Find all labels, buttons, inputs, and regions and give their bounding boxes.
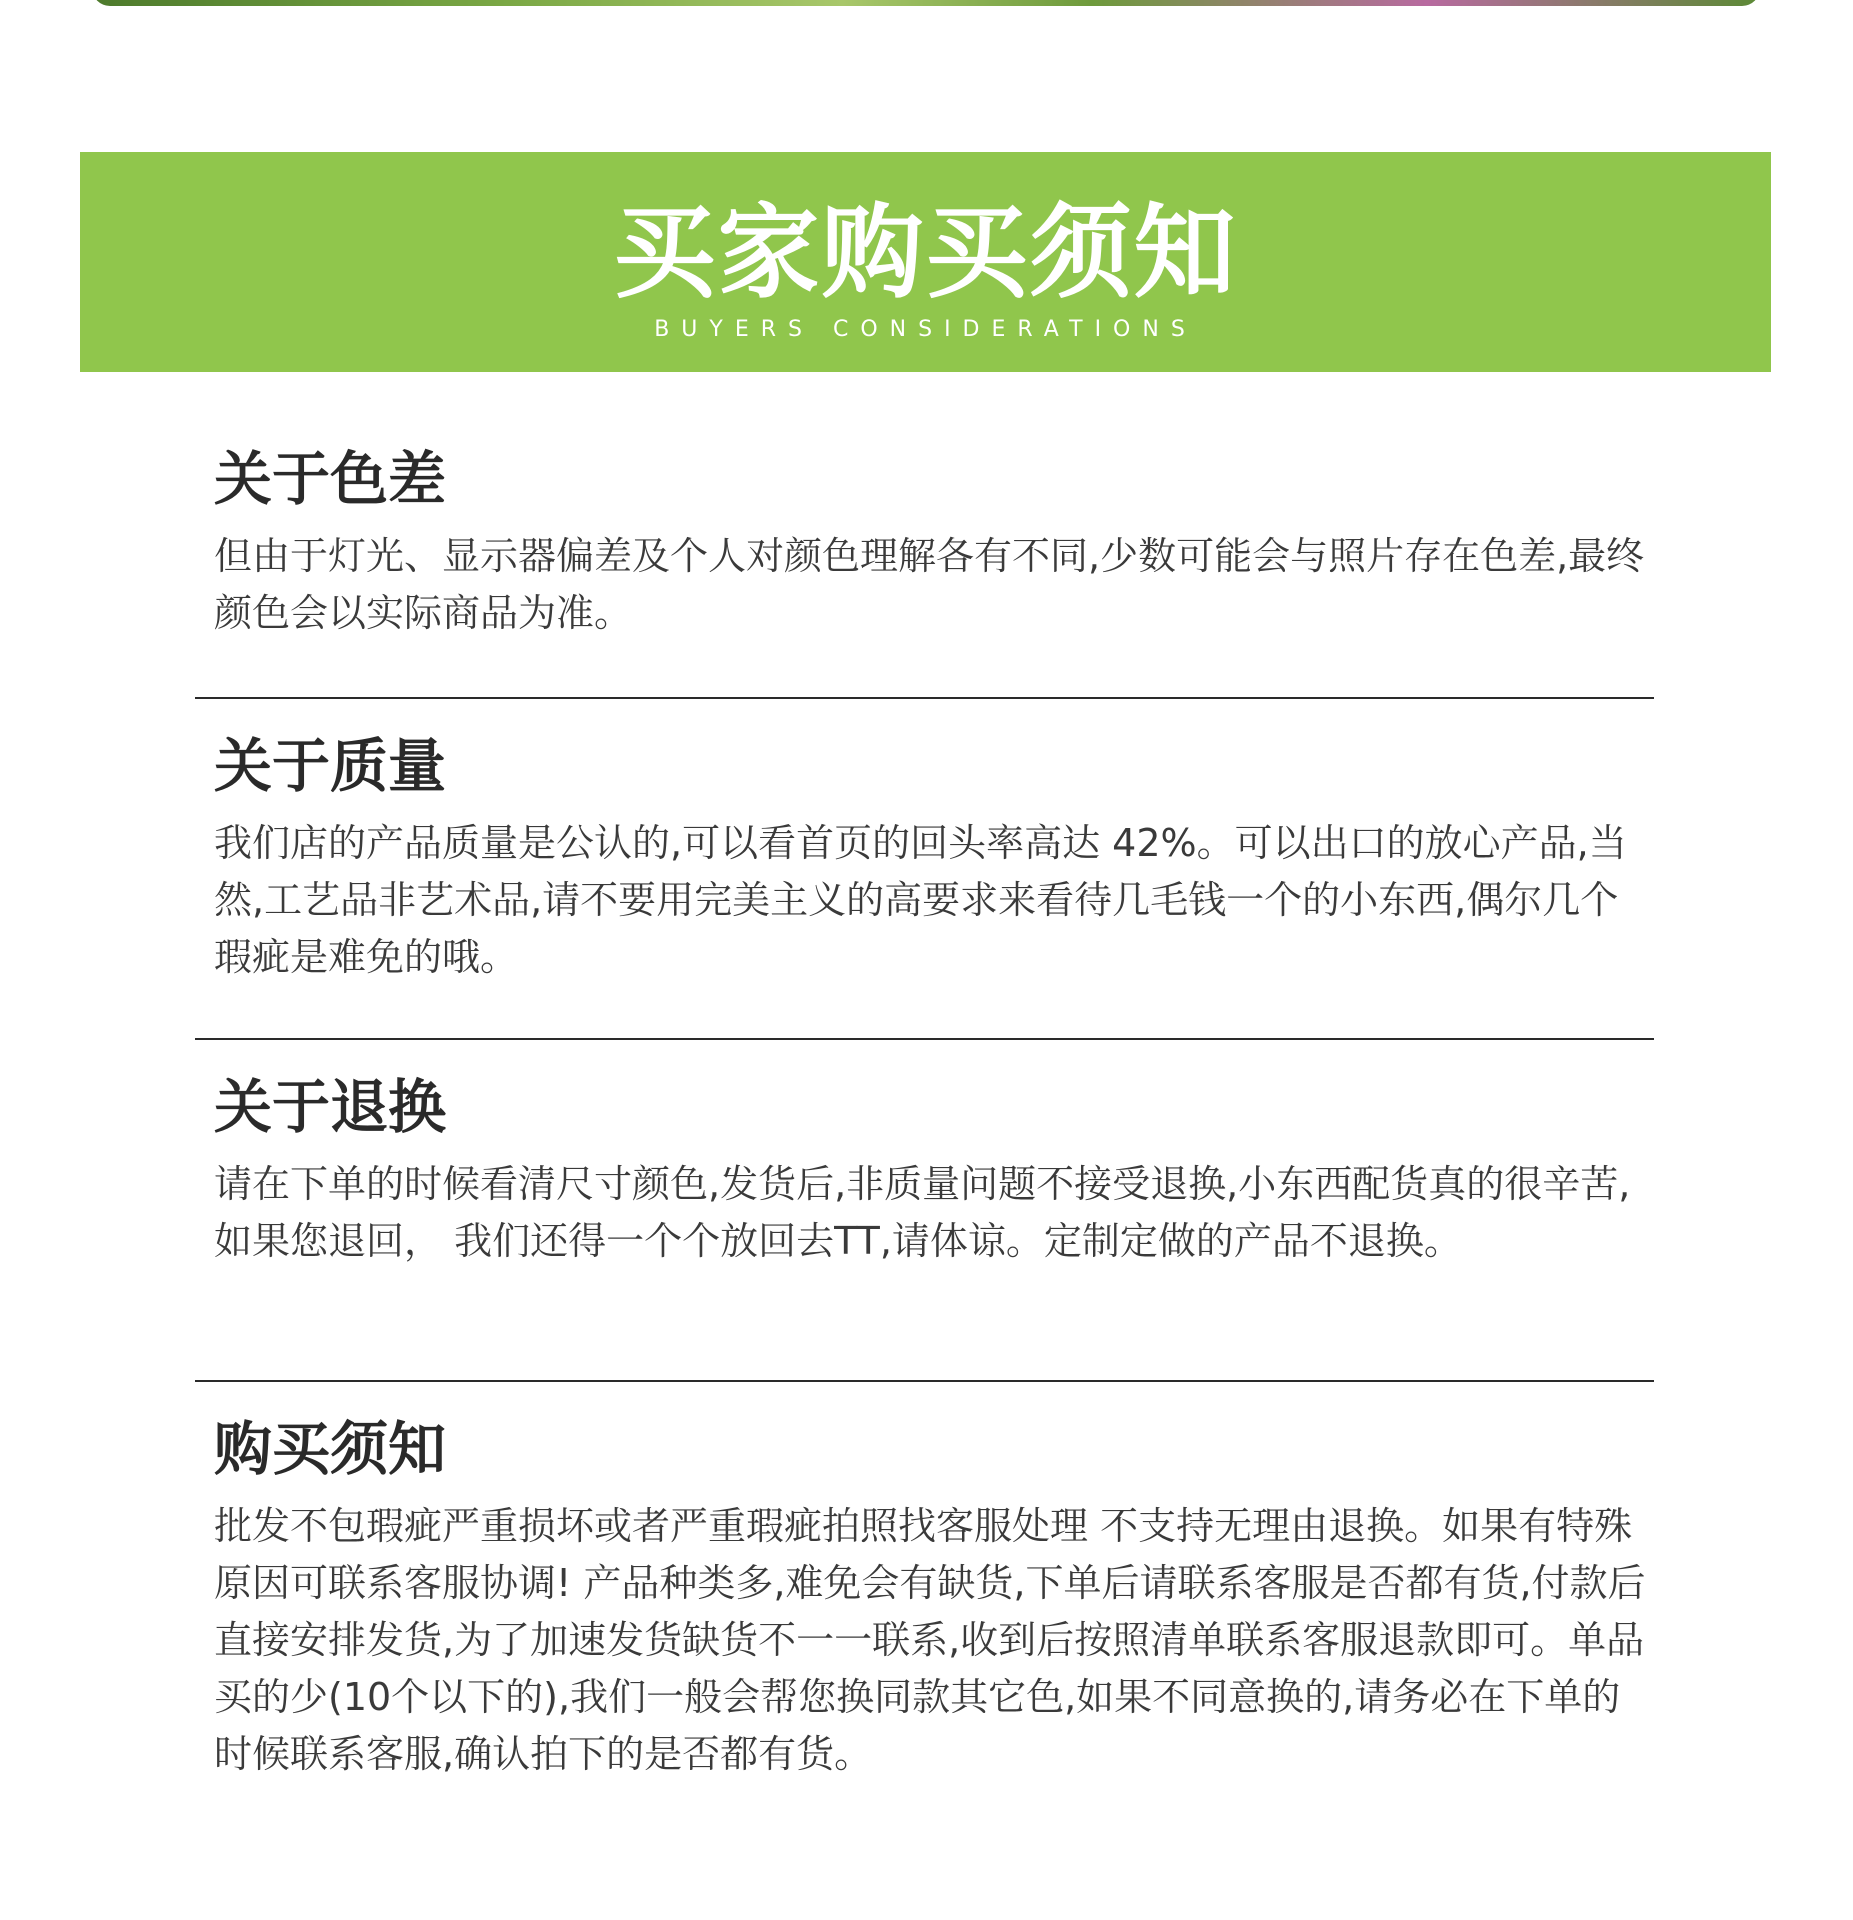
- section-title: 关于质量: [214, 732, 447, 800]
- top-image-strip: [92, 0, 1760, 6]
- section-title: 关于色差: [214, 445, 447, 513]
- section-returns: [214, 1074, 1654, 1270]
- header-banner: [80, 152, 1771, 372]
- section-body: 批发不包瑕疵严重损坏或者严重瑕疵拍照找客服处理 不支持无理由退换。如果有特殊原因可联系客服协调! 产品种类多,难免会有缺货,下单后请联系客服是否都有货,付款后直接安排发货,为了加速发货缺货不一一联系,收到后按照清单联系客服退款即可。单品买的少(10个以下的),我们一般会帮您换同款其它色,如果不同意换的,请务必在下单的时候联系客服,确认拍下的是否都有货。: [214, 1504, 1646, 1776]
- section-color-difference: [214, 446, 1654, 642]
- section-quality: [214, 733, 1654, 986]
- section-purchase-notice: [214, 1416, 1654, 1783]
- section-body: 但由于灯光、显示器偏差及个人对颜色理解各有不同,少数可能会与照片存在色差,最终颜色会以实际商品为准。: [214, 534, 1645, 635]
- section-title: 关于退换: [214, 1073, 447, 1141]
- banner-title: 买家购买须知: [613, 194, 1238, 313]
- section-body: 请在下单的时候看清尺寸颜色,发货后,非质量问题不接受退换,小东西配货真的很辛苦,如果您退回， 我们还得一个个放回去TT,请体谅。定制定做的产品不退换。: [214, 1162, 1631, 1263]
- section-divider: [195, 697, 1654, 699]
- section-divider: [195, 1038, 1654, 1040]
- section-body: 我们店的产品质量是公认的,可以看首页的回头率高达 42%。可以出口的放心产品,当然,工艺品非艺术品,请不要用完美主义的高要求来看待几毛钱一个的小东西,偶尔几个瑕疵是难免的哦。: [214, 821, 1627, 979]
- banner-subtitle: BUYERS CONSIDERATIONS: [654, 317, 1197, 342]
- section-title: 购买须知: [214, 1415, 447, 1483]
- section-divider: [195, 1380, 1654, 1382]
